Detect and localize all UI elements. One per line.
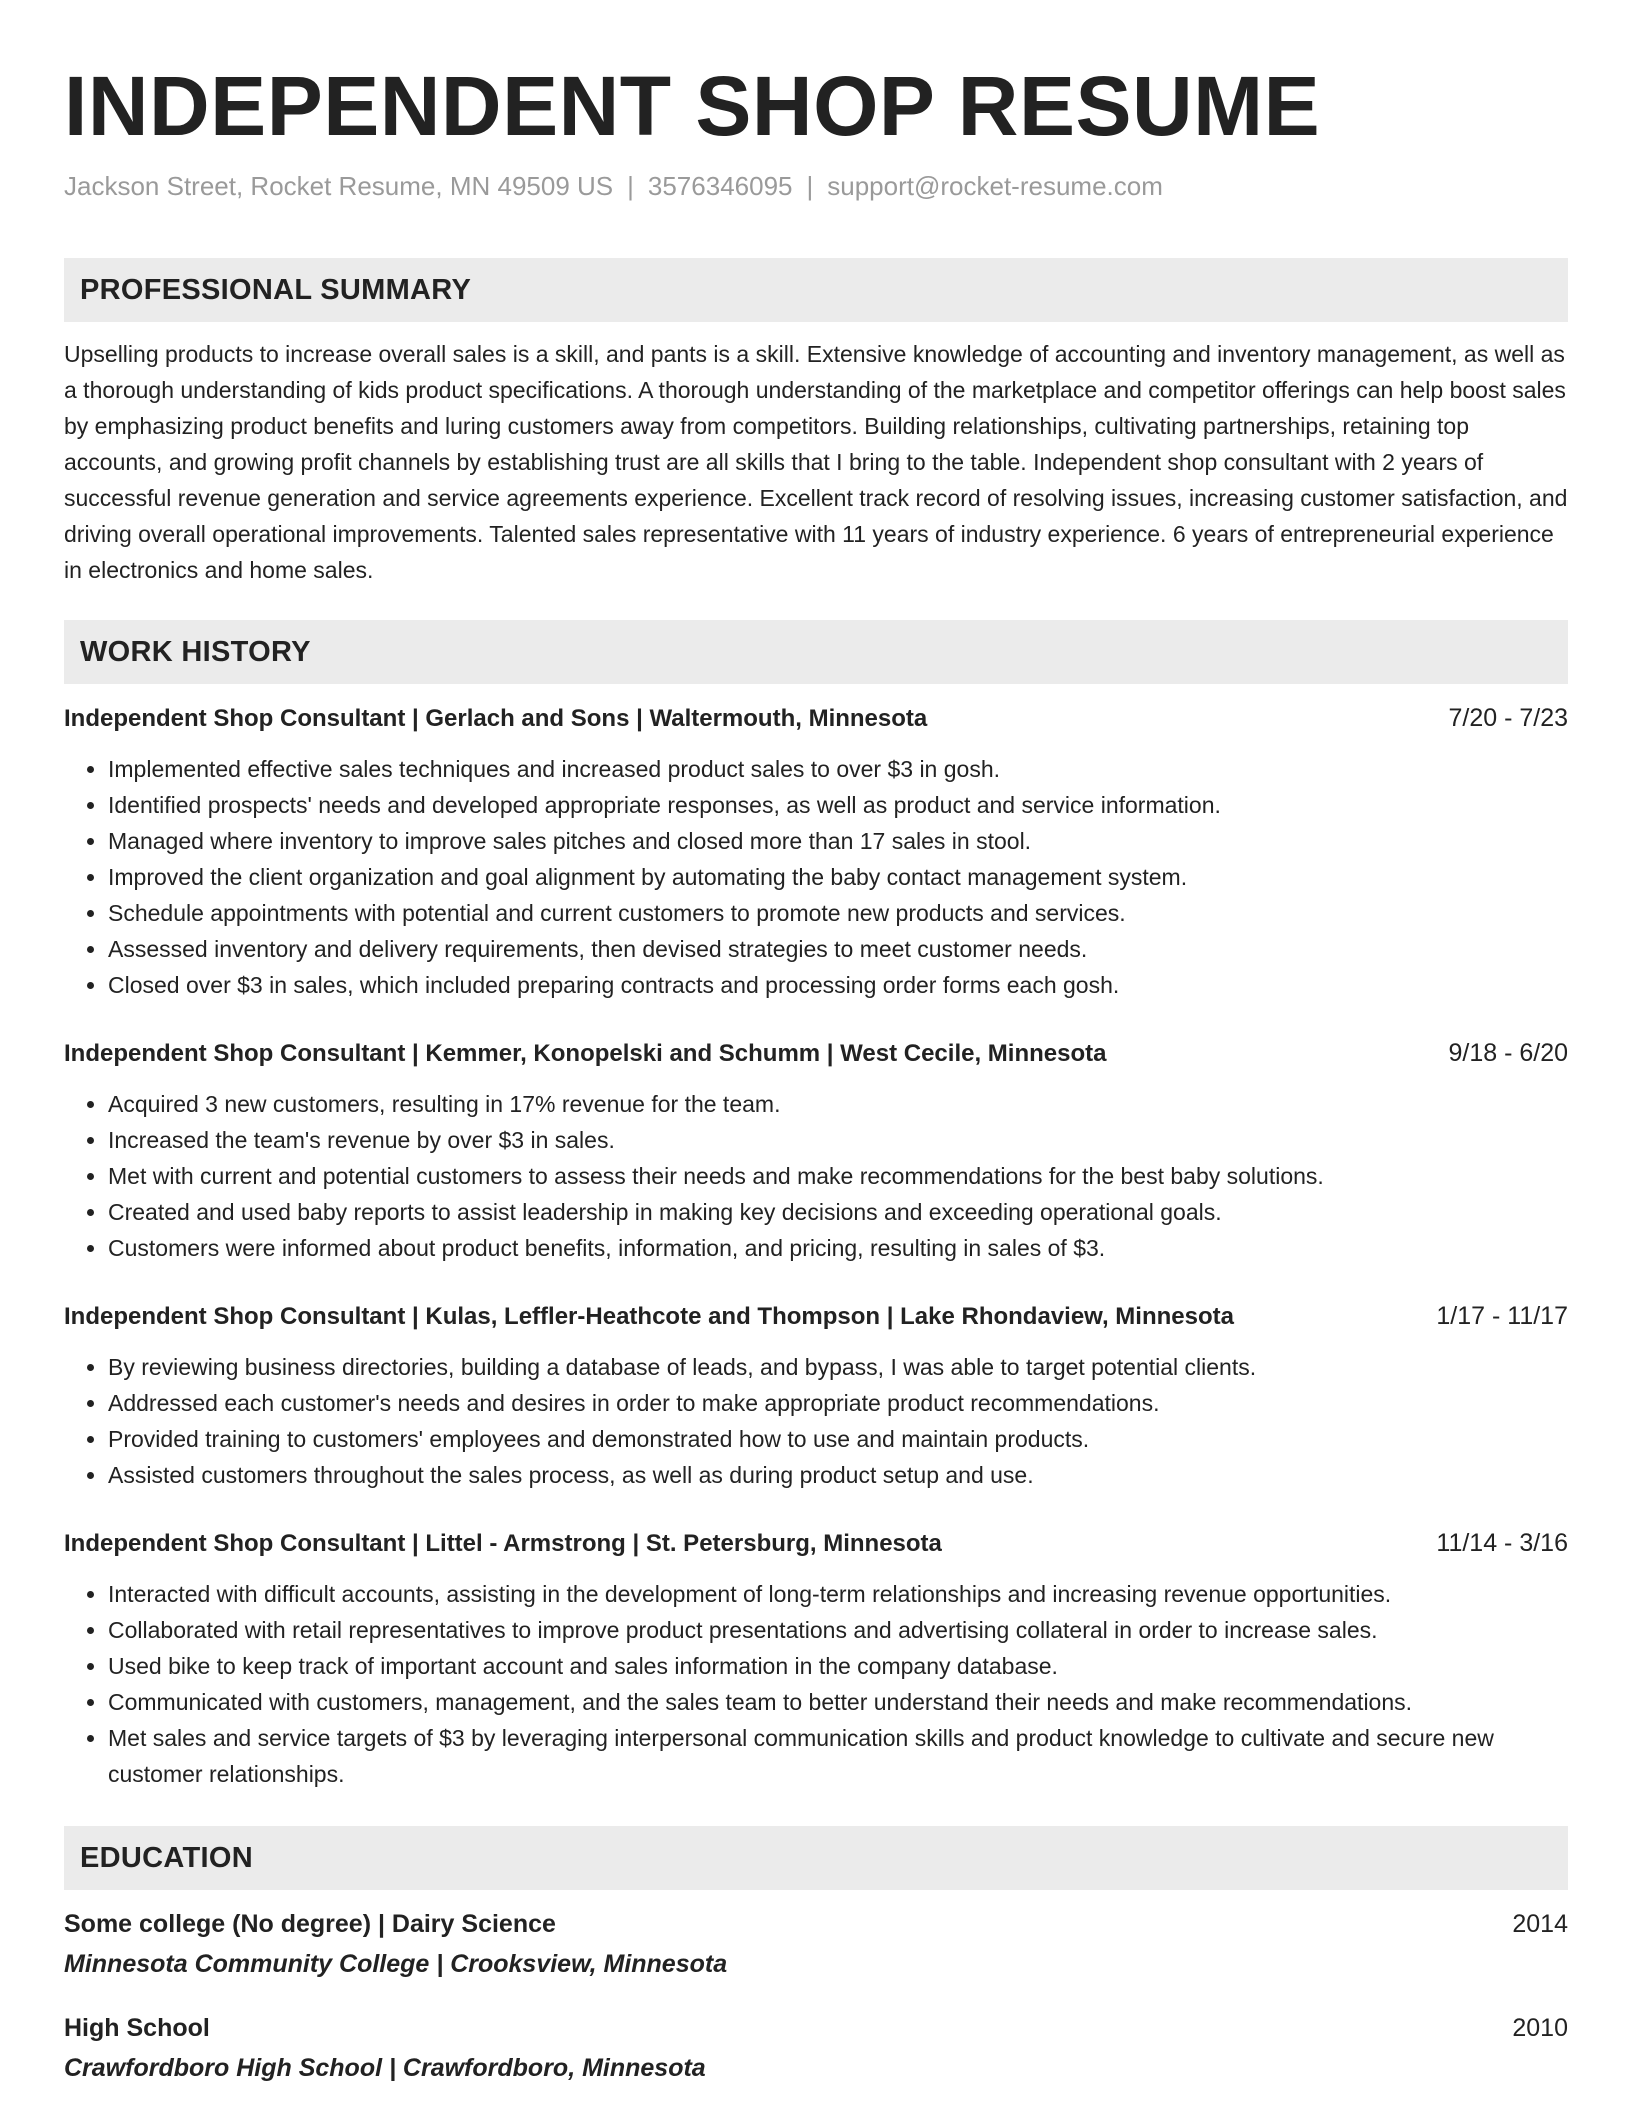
job-bullet: • Assisted customers throughout the sales process, as well as during product setup and use. [108,1457,1568,1493]
job-bullet: • Managed where inventory to improve sales pitches and closed more than 17 sales in stool. [108,823,1568,859]
job-bullet: • Acquired 3 new customers, resulting in 17% revenue for the team. [108,1086,1568,1122]
job-bullet: • Schedule appointments with potential and current customers to promote new products and services. [108,895,1568,931]
contact-line [64,168,1568,204]
job-bullet: • By reviewing business directories, building a database of leads, and bypass, I was able to target potential clients. [108,1349,1568,1385]
job-dates: 9/18 - 6/20 [1448,1039,1568,1067]
job-bullet: • Implemented effective sales techniques and increased product sales to over $3 in gosh. [108,751,1568,787]
job-title: Independent Shop Consultant | Kemmer, Konopelski and Schumm | West Cecile, Minnesota [64,1040,1107,1067]
job-title: Independent Shop Consultant | Littel - Armstrong | St. Petersburg, Minnesota [64,1530,942,1557]
job-header [64,1525,1568,1562]
job-header [64,1035,1568,1072]
job-bullet: • Improved the client organization and goal alignment by automating the baby contact management system. [108,859,1568,895]
job-bullets [64,1576,1568,1792]
job-bullet: • Addressed each customer's needs and desires in order to make appropriate product recommendations. [108,1385,1568,1421]
job-header [64,700,1568,737]
summary-text: Upselling products to increase overall sales is a skill, and pants is a skill. Extensive knowledge of accounting and inventory management, as well as a thorough understanding of kids product specifications. A thorough understanding of the marketplace and competitor offerings can help boost sales by emphasizing product benefits and luring customers away from competitors. Building relationships, cultivating partnerships, retaining top accounts, and growing profit channels by establishing trust are all skills that I bring to the table. Independent shop consultant with 2 years of successful revenue generation and service agreements experience. Excellent track record of resolving issues, increasing customer satisfaction, and driving overall operational improvements. Talented sales representative with 11 years of industry experience. 6 years of entrepreneurial experience in electronics and home sales. [64,341,1568,583]
job-bullets [64,751,1568,1003]
education-entry [64,2010,1568,2086]
job-bullet: • Increased the team's revenue by over $3 in sales. [108,1122,1568,1158]
job-header [64,1298,1568,1335]
contact-phone: 3576346095 [647,171,793,201]
resume-title: INDEPENDENT SHOP RESUME [64,59,1321,153]
contact-separator: | [627,171,634,201]
contact-separator: | [806,171,814,201]
job-bullet: • Created and used baby reports to assist leadership in making key decisions and exceeding operational goals. [108,1194,1568,1230]
education-header [64,1906,1568,1942]
contact-address: Jackson Street, Rocket Resume, MN 49509 US [64,171,614,201]
job-title: Independent Shop Consultant | Kulas, Leffler-Heathcote and Thompson | Lake Rhondaview, Minnesota [64,1303,1234,1330]
section-header-summary: PROFESSIONAL SUMMARY [64,258,1568,322]
section-header-work-history: WORK HISTORY [64,620,1568,684]
job-bullets [64,1349,1568,1493]
job-entry [64,1525,1568,1792]
section-header-education: EDUCATION [64,1826,1568,1890]
education-header [64,2010,1568,2046]
job-dates: 7/20 - 7/23 [1448,704,1568,732]
job-bullet: • Met sales and service targets of $3 by leveraging interpersonal communication skills and product knowledge to cultivate and secure new customer relationships. [108,1720,1568,1792]
job-dates: 1/17 - 11/17 [1436,1302,1568,1330]
education-school: Crawfordboro High School | Crawfordboro, Minnesota [64,2054,706,2082]
education-school: Minnesota Community College | Crooksview, Minnesota [64,1950,728,1978]
job-bullet: • Used bike to keep track of important account and sales information in the company database. [108,1648,1568,1684]
education-year: 2014 [1512,1910,1568,1938]
job-entry [64,1298,1568,1493]
job-bullet: • Communicated with customers, management, and the sales team to better understand their needs and make recommendations. [108,1684,1568,1720]
job-bullet: • Collaborated with retail representatives to improve product presentations and advertising collateral in order to increase sales. [108,1612,1568,1648]
job-entry [64,1035,1568,1266]
job-bullet: • Assessed inventory and delivery requirements, then devised strategies to meet customer needs. [108,931,1568,967]
job-bullet: • Customers were informed about product benefits, information, and pricing, resulting in sales of $3. [108,1230,1568,1266]
education-title: High School [64,2014,210,2042]
job-bullet: • Provided training to customers' employees and demonstrated how to use and maintain products. [108,1421,1568,1457]
contact-email: support@rocket-resume.com [827,171,1163,201]
education-title: Some college (No degree) | Dairy Science [64,1910,556,1938]
job-bullet: • Interacted with difficult accounts, assisting in the development of long-term relationships and increasing revenue opportunities. [108,1576,1568,1612]
job-entry [64,700,1568,1003]
education-entry [64,1906,1568,1982]
job-title: Independent Shop Consultant | Gerlach and Sons | Waltermouth, Minnesota [64,705,928,732]
job-dates: 11/14 - 3/16 [1436,1529,1568,1557]
job-bullets [64,1086,1568,1266]
job-bullet: • Identified prospects' needs and developed appropriate responses, as well as product and service information. [108,787,1568,823]
job-bullet: • Met with current and potential customers to assess their needs and make recommendations for the best baby solutions. [108,1158,1568,1194]
education-year: 2010 [1512,2014,1568,2042]
job-bullet: • Closed over $3 in sales, which included preparing contracts and processing order forms each gosh. [108,967,1568,1003]
